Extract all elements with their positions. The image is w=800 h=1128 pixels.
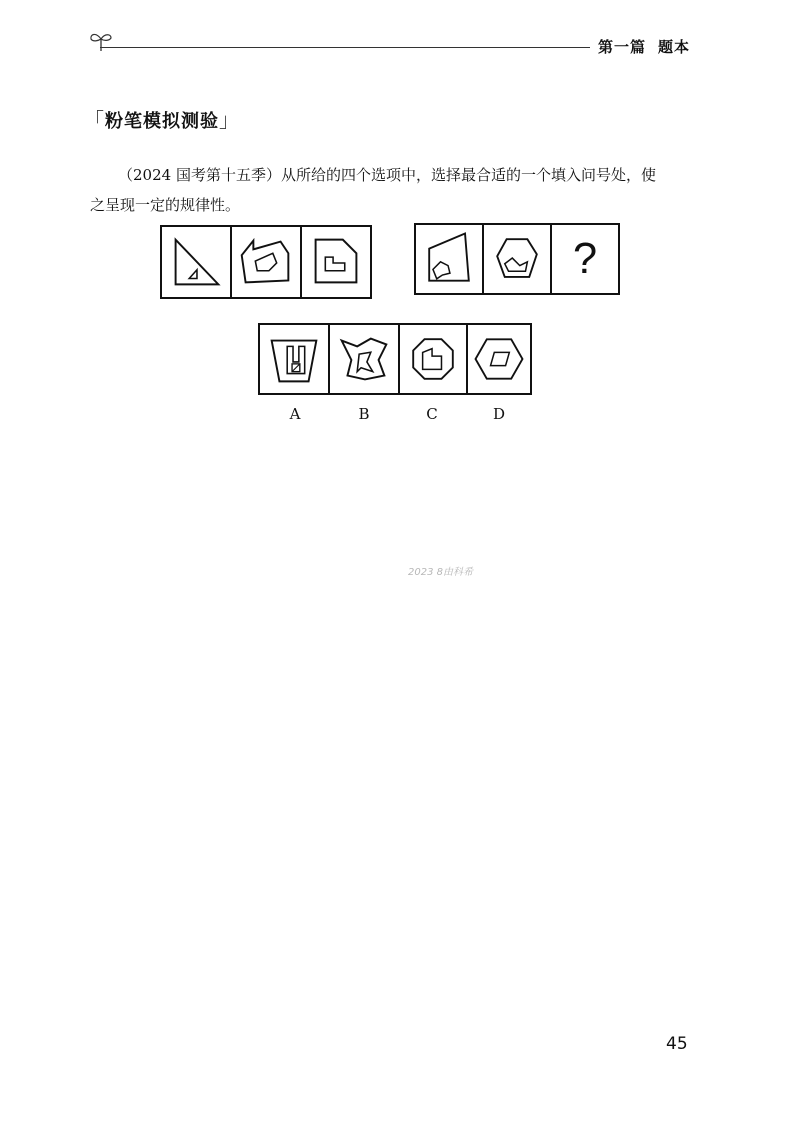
- question-cell: [550, 223, 620, 295]
- pentagon-figure: [232, 227, 300, 297]
- figure-cell-2: [230, 225, 302, 299]
- header-section: 题本: [658, 38, 691, 56]
- section-title-text: 粉笔模拟测验: [105, 111, 219, 132]
- section-title: [84, 104, 240, 133]
- hexagon-figure: [484, 225, 550, 293]
- option-a[interactable]: [258, 323, 330, 395]
- figure-cell-3: [300, 225, 372, 299]
- option-a-figure: [260, 325, 328, 393]
- question-text: [90, 160, 700, 220]
- option-d-figure: [468, 325, 530, 393]
- option-c[interactable]: [398, 323, 468, 395]
- option-a-label: A: [289, 405, 301, 423]
- sprout-icon: [88, 30, 114, 52]
- option-c-label: C: [426, 405, 438, 423]
- header-rule: [100, 47, 590, 48]
- figure-cell-1: [160, 225, 232, 299]
- option-d-label: D: [492, 405, 506, 423]
- question-mark: [552, 225, 618, 293]
- question-mark-glyph: ?: [572, 235, 598, 284]
- bracket-close: 」: [219, 108, 240, 132]
- page-number: 45: [666, 1034, 688, 1054]
- bracket-open: 「: [84, 108, 105, 132]
- watermark: 2023 8由科希: [408, 567, 473, 578]
- question-line-2: 之呈现一定的规律性。: [90, 196, 241, 214]
- figure-cell-5: [482, 223, 552, 295]
- option-b[interactable]: [328, 323, 400, 395]
- header-part: 第一篇: [598, 38, 647, 56]
- triangle-figure: [162, 227, 230, 297]
- figure-cell-4: [414, 223, 484, 295]
- running-header: [598, 36, 690, 57]
- quad-figure: [416, 225, 482, 293]
- option-b-label: B: [358, 405, 370, 423]
- option-d[interactable]: [466, 323, 532, 395]
- octagon-figure: [302, 227, 370, 297]
- question-line-1: （2024 国考第十五季）从所给的四个选项中，选择最合适的一个填入问号处，使: [118, 166, 656, 184]
- option-c-figure: [400, 325, 466, 393]
- option-b-figure: [330, 325, 398, 393]
